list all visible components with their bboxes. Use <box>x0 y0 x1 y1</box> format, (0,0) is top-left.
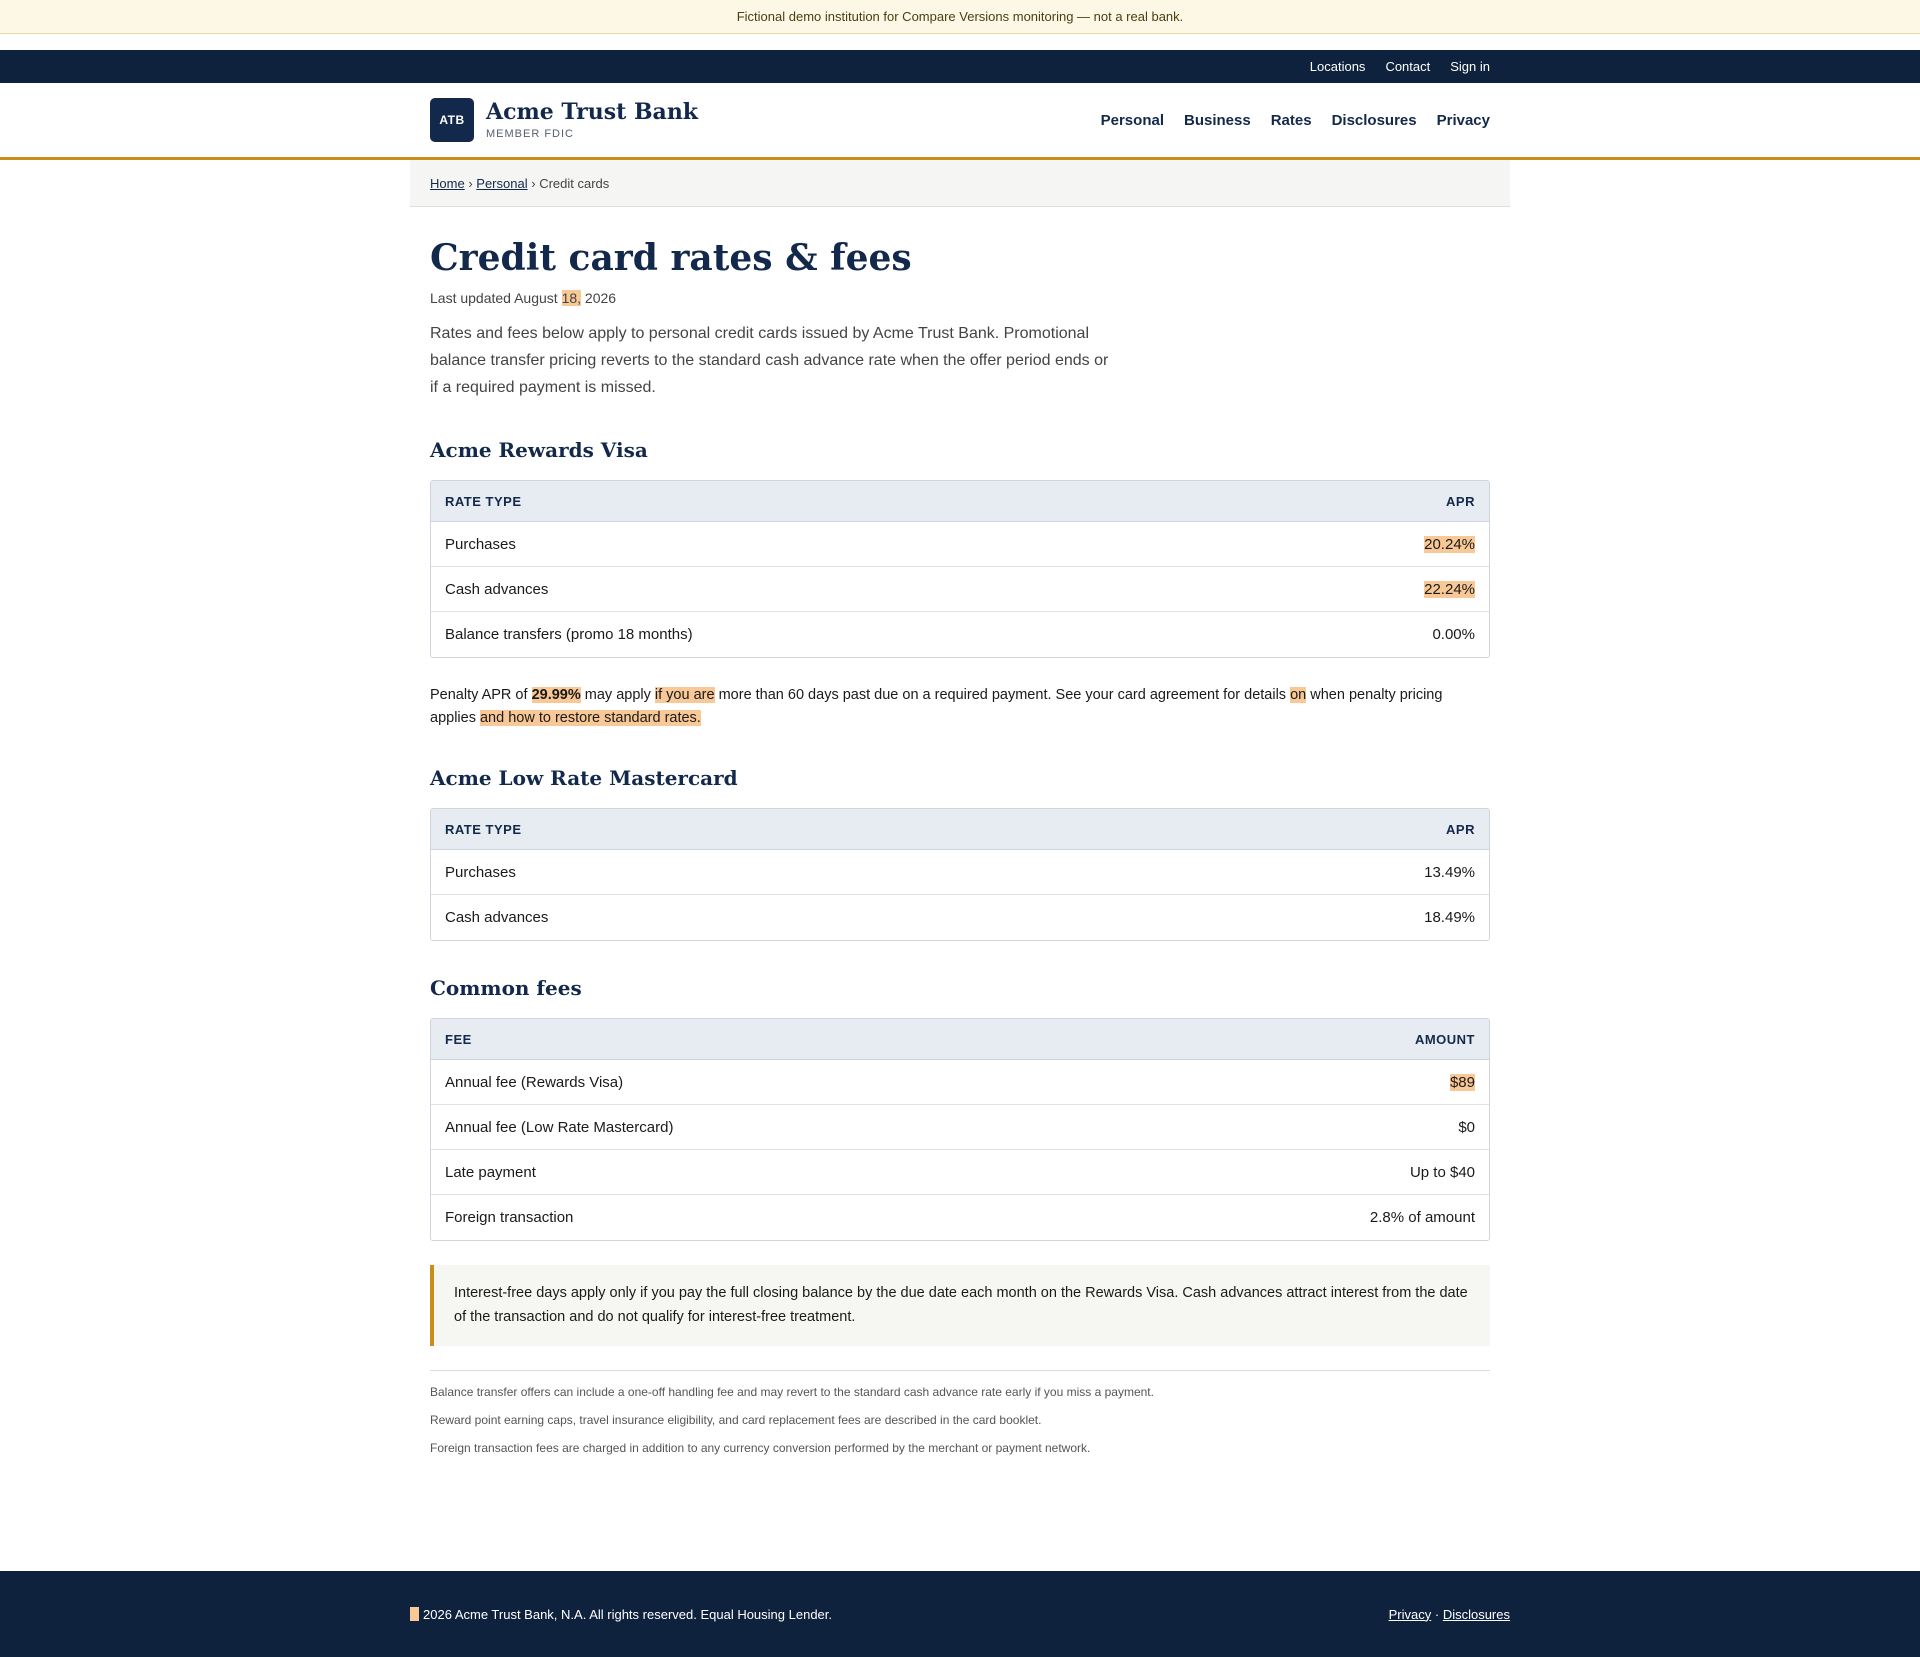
common-fees-heading: Common fees <box>430 976 582 1001</box>
column-header-rate-type: RATE TYPE <box>445 821 522 837</box>
copyright-text: 2026 Acme Trust Bank, N.A. All rights reserved. Equal Housing Lender. <box>423 1606 832 1622</box>
utility-link-locations[interactable]: Locations <box>1309 59 1366 74</box>
intro-paragraph: Rates and fees below apply to personal credit cards issued by Acme Trust Bank. Promotional balance transfer pricing reverts to the standard cash advance rate when the offer period ends or if a required payment is missed. <box>430 325 1109 397</box>
row-label: Balance transfers (promo 18 months) <box>445 626 693 644</box>
breadcrumb-home[interactable]: Home <box>430 176 465 191</box>
site-footer <box>0 1571 1920 1657</box>
table-row <box>431 1060 1489 1105</box>
table-row <box>431 850 1489 895</box>
member-fdic-label: MEMBER FDIC <box>486 127 574 140</box>
penalty-text: Penalty APR of <box>430 687 532 704</box>
rewards-visa-table <box>430 480 1490 658</box>
table-row <box>431 567 1489 612</box>
breadcrumb <box>410 160 1510 207</box>
row-value-changed: 20.24% <box>1424 535 1475 553</box>
demo-banner <box>0 0 1920 34</box>
fine-print <box>430 1384 1490 1456</box>
nav-personal[interactable]: Personal <box>1100 111 1164 129</box>
footer-copyright <box>410 1607 832 1622</box>
footer-separator: · <box>1434 1606 1440 1622</box>
column-header-amount: AMOUNT <box>1414 1031 1475 1047</box>
penalty-text: more than 60 days past due on a required payment. See your card agreement for details <box>714 687 1291 704</box>
table-header <box>431 809 1489 850</box>
row-value-changed: $89 <box>1449 1073 1475 1091</box>
row-label: Annual fee (Low Rate Mastercard) <box>445 1118 674 1136</box>
table-row <box>431 1150 1489 1195</box>
rewards-visa-heading: Acme Rewards Visa <box>430 438 648 463</box>
nav-disclosures[interactable]: Disclosures <box>1331 111 1417 129</box>
nav-rates[interactable]: Rates <box>1270 111 1312 129</box>
row-label: Late payment <box>445 1163 536 1181</box>
interest-free-callout <box>430 1265 1490 1346</box>
bank-name: Acme Trust Bank <box>486 99 699 126</box>
footer-links <box>1389 1607 1510 1622</box>
table-row <box>431 1195 1489 1240</box>
row-label: Purchases <box>445 863 516 881</box>
main-content <box>430 207 1490 1456</box>
table-row <box>431 612 1489 657</box>
fine-print-item: Balance transfer offers can include a one-off handling fee and may revert to the standard cash advance rate early if you miss a payment. <box>430 1385 1154 1400</box>
last-updated-prefix: Last updated August <box>430 290 562 307</box>
page-title: Credit card rates & fees <box>430 237 912 279</box>
penalty-text-changed: and how to restore standard rates. <box>479 710 701 727</box>
row-label: Cash advances <box>445 909 549 927</box>
last-updated <box>430 290 1490 306</box>
row-label: Purchases <box>445 535 516 553</box>
table-header <box>431 481 1489 522</box>
row-value: $0 <box>1458 1118 1475 1136</box>
divider <box>430 1370 1490 1371</box>
column-header-apr: APR <box>1446 493 1475 509</box>
brand-home-link[interactable] <box>430 98 698 142</box>
row-label: Cash advances <box>445 580 549 598</box>
breadcrumb-separator: › <box>468 176 473 191</box>
row-value: 18.49% <box>1424 909 1475 927</box>
table-header <box>431 1019 1489 1060</box>
penalty-text: may apply <box>580 687 655 704</box>
low-rate-mastercard-heading: Acme Low Rate Mastercard <box>430 766 738 791</box>
callout-text: Interest-free days apply only if you pay the full closing balance by the due date each month on the Rewards Visa. Cash advances attract interest from the date of the transaction and do not qualify for interest-free treatment. <box>454 1285 1468 1326</box>
low-rate-mastercard-table <box>430 808 1490 941</box>
row-value: 13.49% <box>1424 863 1475 881</box>
penalty-rate-changed: 29.99% <box>531 687 581 704</box>
table-row <box>431 895 1489 940</box>
footer-link-disclosures[interactable]: Disclosures <box>1442 1606 1510 1622</box>
demo-banner-text: Fictional demo institution for Compare Versions monitoring — not a real bank. <box>736 9 1184 24</box>
table-row <box>431 522 1489 567</box>
row-value: 0.00% <box>1432 626 1475 644</box>
main-nav <box>1101 112 1490 129</box>
nav-privacy[interactable]: Privacy <box>1436 111 1490 129</box>
last-updated-day-changed: 18, <box>561 290 582 307</box>
row-label: Annual fee (Rewards Visa) <box>445 1073 624 1091</box>
row-value-changed: 22.24% <box>1424 580 1475 598</box>
row-value: Up to $40 <box>1409 1163 1475 1181</box>
table-row <box>431 1105 1489 1150</box>
penalty-text: when penalty pricing applies <box>430 687 1443 727</box>
row-value: 2.8% of amount <box>1369 1209 1475 1227</box>
column-header-apr: APR <box>1446 821 1475 837</box>
column-header-rate-type: RATE TYPE <box>445 493 522 509</box>
nav-business[interactable]: Business <box>1184 111 1251 129</box>
common-fees-table <box>430 1018 1490 1241</box>
masthead <box>0 83 1920 160</box>
penalty-apr-note <box>430 684 1490 730</box>
breadcrumb-separator: › <box>531 176 536 191</box>
utility-link-contact[interactable]: Contact <box>1385 59 1431 74</box>
breadcrumb-personal[interactable]: Personal <box>476 176 528 191</box>
copyright-symbol-changed <box>410 1607 419 1621</box>
penalty-text-changed: on <box>1290 687 1307 704</box>
column-header-fee: FEE <box>445 1031 472 1047</box>
row-label: Foreign transaction <box>445 1209 574 1227</box>
penalty-text-changed: if you are <box>654 687 715 704</box>
utility-bar <box>0 50 1920 83</box>
utility-link-sign-in[interactable]: Sign in <box>1450 59 1490 74</box>
fine-print-item: Reward point earning caps, travel insurance eligibility, and card replacement fees are described in the card booklet. <box>430 1413 1042 1428</box>
fine-print-item: Foreign transaction fees are charged in addition to any currency conversion performed by the merchant or payment network. <box>430 1441 1091 1456</box>
bank-logo: ATB <box>430 98 474 142</box>
breadcrumb-current: Credit cards <box>539 176 610 191</box>
last-updated-year: 2026 <box>581 290 617 307</box>
footer-link-privacy[interactable]: Privacy <box>1388 1606 1432 1622</box>
